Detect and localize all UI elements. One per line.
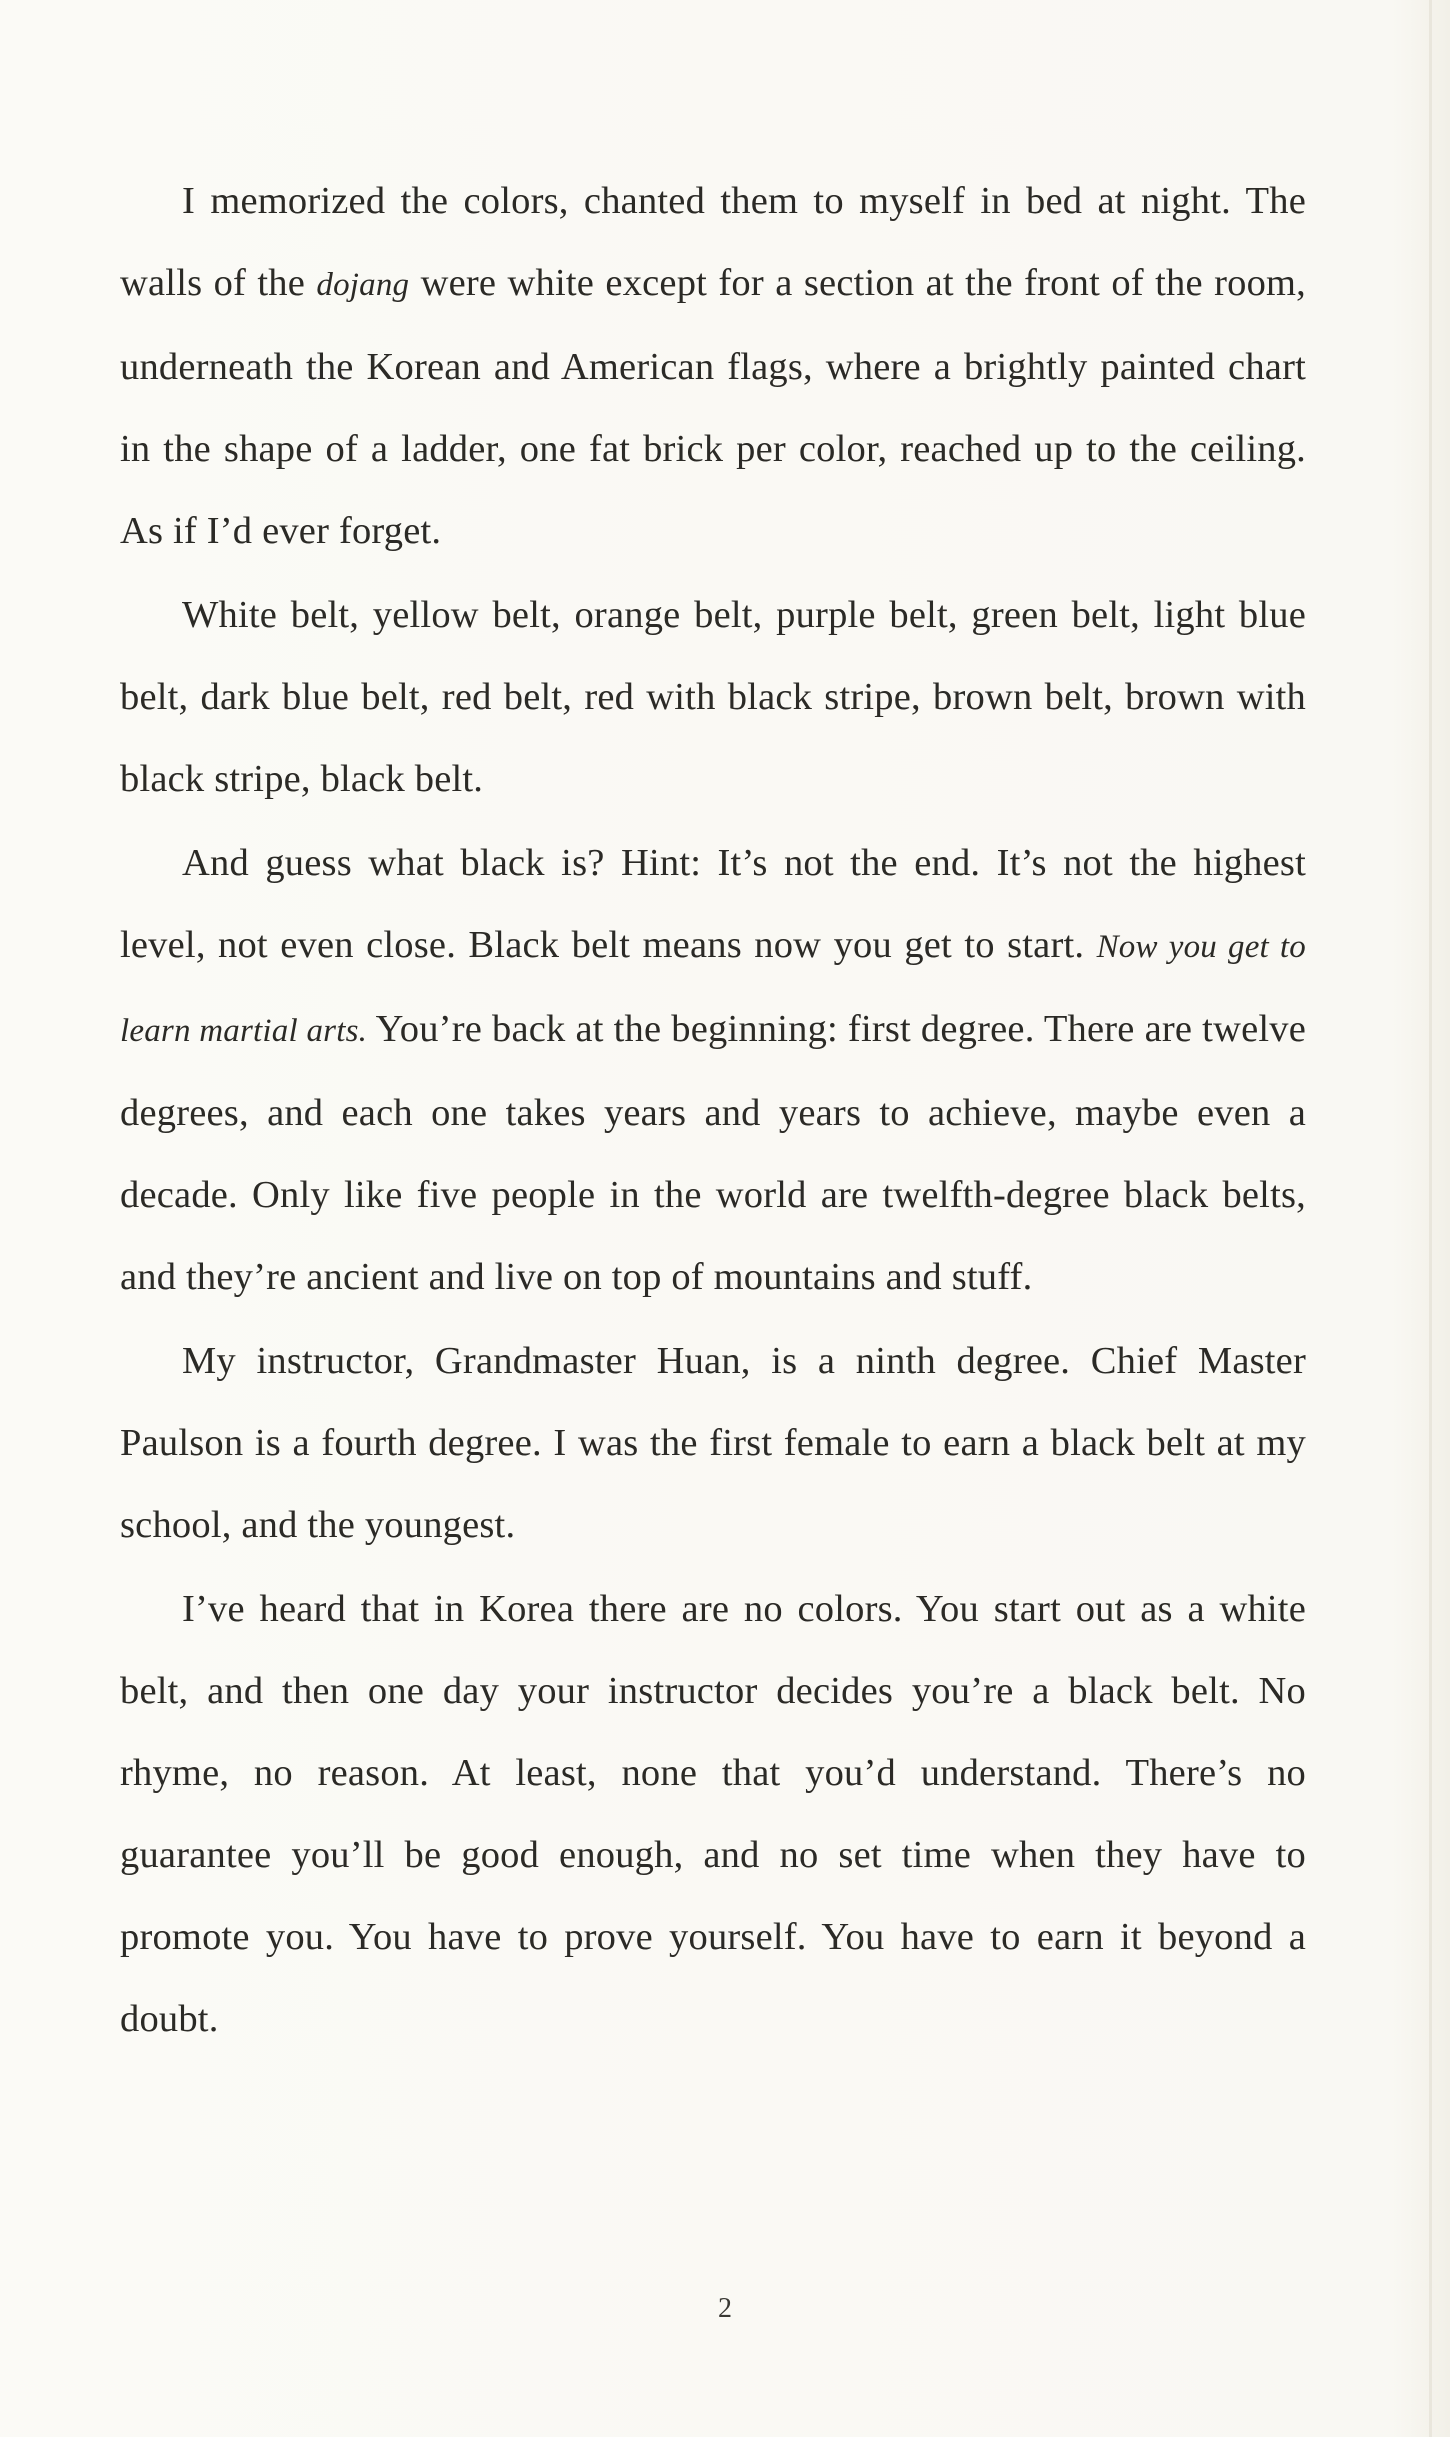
italic-term-dojang: dojang: [316, 267, 410, 303]
body-text: [120, 160, 1306, 2060]
paragraph-3-part-1: And guess what black is? Hint: It’s not the end. It’s not the highest level, not even close. Black belt means now you get to start.: [120, 842, 1306, 966]
paragraph-5: I’ve heard that in Korea there are no colors. You start out as a white belt, and then one day your instructor decides you’re a black belt. No rhyme, no reason. At least, none that you’d understand. There’s no guarantee you’ll be good enough, and no set time when they have to promote you. You have to prove yourself. You have to earn it beyond a doubt.: [120, 1588, 1306, 2040]
paragraph-1-part-3: were white except for a section at the front of the room, underneath the Korean and American flags, where a brightly painted chart in the shape of a ladder, one fat brick per color, reached up to the ceiling. As if I’d ever forget.: [120, 262, 1306, 552]
paragraph-3: [120, 822, 1306, 1318]
paragraph-1: [120, 160, 1306, 572]
paragraph-2: White belt, yellow belt, orange belt, purple belt, green belt, light blue belt, dark blue belt, red belt, red with black stripe, brown belt, brown with black stripe, black belt.: [120, 594, 1306, 800]
paragraph-4: My instructor, Grandmaster Huan, is a ninth degree. Chief Master Paulson is a fourth degree. I was the first female to earn a black belt at my school, and the youngest.: [120, 1340, 1306, 1546]
paragraph-3-part-3: You’re back at the beginning: first degree. There are twelve degrees, and each one takes years and years to achieve, maybe even a decade. Only like five people in the world are twelfth-degree black belts, and they’re ancient and live on top of mountains and stuff.: [120, 1008, 1306, 1298]
paragraph-1-part-1: I memorized the colors, chanted them to myself in bed at night. The walls of the: [120, 180, 1306, 304]
page-edge-divider: [1429, 0, 1432, 2437]
page-number: 2: [718, 2293, 732, 2324]
italic-phrase: Now you get to learn martial arts.: [120, 929, 1306, 1049]
